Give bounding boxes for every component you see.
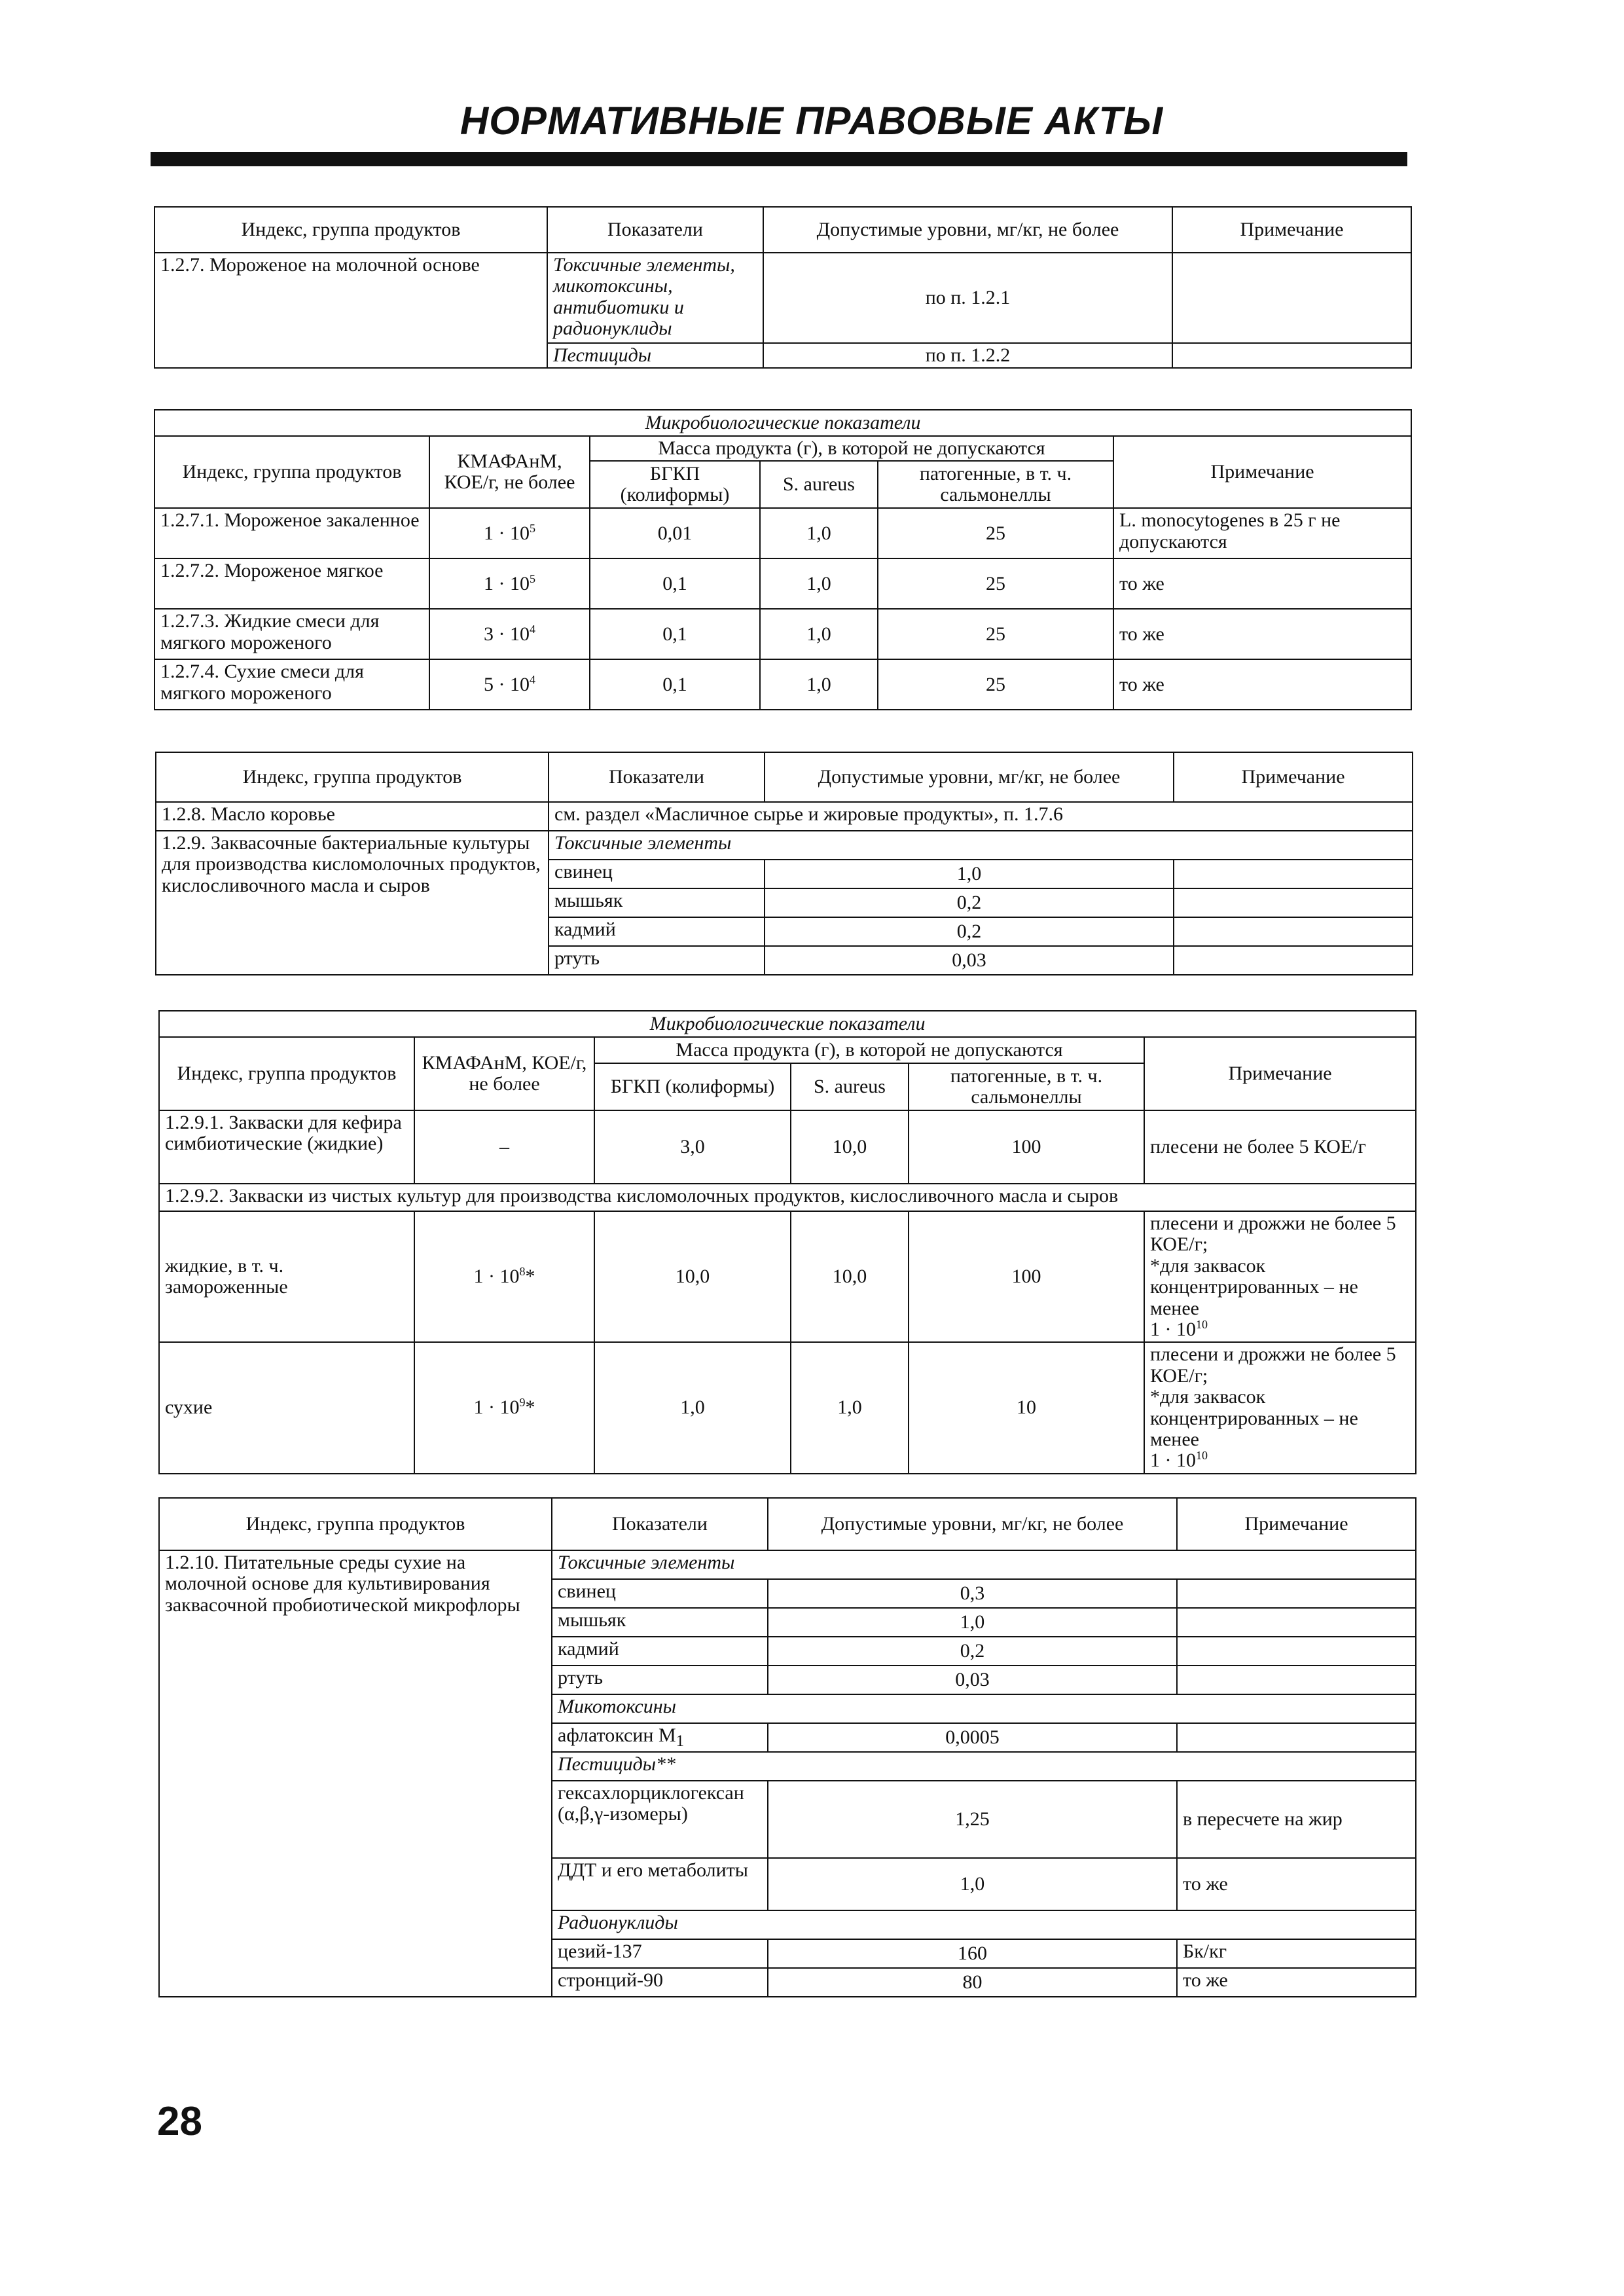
- bgkp-cell: 0,1: [590, 659, 760, 710]
- note-cell: [1174, 917, 1413, 946]
- kmafanm-cell: $3 \cdot 10^4$: [429, 609, 590, 659]
- table-row: [159, 1110, 1416, 1184]
- col-header-bgkp: БГКП (колиформы): [590, 461, 760, 508]
- col-header-note: Примечание: [1177, 1498, 1416, 1550]
- note-cell: плесени и дрожжи не более 5 КОЕ/г; *для заквасок концентрированных – не менее $1 \cdot 10^{10}$: [1144, 1342, 1416, 1473]
- note-cell: плесени не более 5 КОЕ/г: [1144, 1110, 1416, 1184]
- note-cell: то же: [1177, 1968, 1416, 1997]
- saureus-cell: 1,0: [791, 1342, 909, 1473]
- col-header-mass: Масса продукта (г), в которой не допускаются: [590, 436, 1113, 461]
- pathogen-cell: 10: [909, 1342, 1144, 1473]
- col-header-note: Примечание: [1144, 1037, 1416, 1110]
- level-cell: по п. 1.2.1: [763, 253, 1172, 343]
- note-cell: то же: [1113, 659, 1411, 710]
- note-cell: плесени и дрожжи не более 5 КОЕ/г; *для заквасок концентрированных – не менее $1 \cdot 10^{10}$: [1144, 1211, 1416, 1342]
- bgkp-cell: 0,01: [590, 508, 760, 558]
- level-cell: 0,3: [768, 1579, 1177, 1608]
- bgkp-cell: 0,1: [590, 609, 760, 659]
- page-number: 28: [157, 2099, 202, 2144]
- kmafanm-cell: $1 \cdot 10^5$: [429, 558, 590, 609]
- subgroup-title: Микотоксины: [552, 1694, 1416, 1723]
- col-header-indicators: Показатели: [549, 752, 765, 802]
- subgroup-title: Пестициды**: [552, 1752, 1416, 1781]
- subgroup-title: Токсичные элементы: [549, 831, 1413, 860]
- table-row: [154, 609, 1411, 659]
- product-index-cell: жидкие, в т. ч. замороженные: [159, 1211, 414, 1342]
- bgkp-cell: 10,0: [594, 1211, 791, 1342]
- level-cell: 0,2: [768, 1637, 1177, 1666]
- indicator-cell: свинец: [549, 860, 765, 888]
- col-header-pathogen: патогенные, в т. ч. сальмонеллы: [878, 461, 1113, 508]
- indicator-cell: ртуть: [549, 946, 765, 975]
- product-index-cell: 1.2.7. Мороженое на молочной основе: [154, 253, 547, 368]
- saureus-cell: 1,0: [760, 558, 878, 609]
- bgkp-cell: 1,0: [594, 1342, 791, 1473]
- pathogen-cell: 25: [878, 659, 1113, 710]
- table-row: [154, 508, 1411, 558]
- note-cell: Бк/кг: [1177, 1939, 1416, 1968]
- note-cell: в пересчете на жир: [1177, 1781, 1416, 1858]
- table-starters-micro: [158, 1010, 1416, 1474]
- indicator-cell: цезий-137: [552, 1939, 768, 1968]
- col-header-bgkp: БГКП (колиформы): [594, 1063, 791, 1110]
- col-header-kmafanm: КМАФАнМ, КОЕ/г, не более: [429, 436, 590, 508]
- col-header-index: Индекс, группа продуктов: [159, 1037, 414, 1110]
- col-header-index: Индекс, группа продуктов: [156, 752, 549, 802]
- saureus-cell: 10,0: [791, 1110, 909, 1184]
- saureus-cell: 1,0: [760, 609, 878, 659]
- kmafanm-cell: $5 \cdot 10^4$: [429, 659, 590, 710]
- note-cell: [1172, 343, 1411, 368]
- level-cell: 1,0: [765, 860, 1174, 888]
- col-header-levels: Допустимые уровни, мг/кг, не более: [765, 752, 1174, 802]
- col-header-index: Индекс, группа продуктов: [154, 207, 547, 253]
- col-header-index: Индекс, группа продуктов: [159, 1498, 552, 1550]
- pathogen-cell: 100: [909, 1110, 1144, 1184]
- indicator-cell: мышьяк: [552, 1608, 768, 1637]
- col-header-levels: Допустимые уровни, мг/кг, не более: [768, 1498, 1177, 1550]
- note-cell: L. monocytogenes в 25 г не допускаются: [1113, 508, 1411, 558]
- note-cell: то же: [1113, 609, 1411, 659]
- table-row: [159, 1211, 1416, 1342]
- table-butter-cultures: [155, 752, 1413, 975]
- indicator-cell: мышьяк: [549, 888, 765, 917]
- indicator-cell: гексахлорциклогексан (α,β,γ-изомеры): [552, 1781, 768, 1858]
- indicator-cell: стронций-90: [552, 1968, 768, 1997]
- group-title: Микробиологические показатели: [154, 410, 1411, 436]
- saureus-cell: 10,0: [791, 1211, 909, 1342]
- note-cell: [1177, 1666, 1416, 1694]
- col-header-note: Примечание: [1172, 207, 1411, 253]
- table-row: [154, 558, 1411, 609]
- bgkp-cell: 3,0: [594, 1110, 791, 1184]
- product-index-cell: 1.2.7.3. Жидкие смеси для мягкого мороженого: [154, 609, 429, 659]
- kmafanm-cell: –: [414, 1110, 594, 1184]
- level-cell: 0,2: [765, 917, 1174, 946]
- product-index-cell: 1.2.9.1. Закваски для кефира симбиотические (жидкие): [159, 1110, 414, 1184]
- col-header-note: Примечание: [1113, 436, 1411, 508]
- pathogen-cell: 25: [878, 609, 1113, 659]
- product-index-cell: 1.2.9. Заквасочные бактериальные культуры для производства кисломолочных продуктов, кислосливочного масла и сыров: [156, 831, 549, 975]
- level-cell: 1,25: [768, 1781, 1177, 1858]
- note-cell: то же: [1177, 1858, 1416, 1910]
- level-cell: 0,0005: [768, 1723, 1177, 1752]
- subgroup-title: Радионуклиды: [552, 1910, 1416, 1939]
- level-cell: 1,0: [768, 1858, 1177, 1910]
- reference-cell: см. раздел «Масличное сырье и жировые продукты», п. 1.7.6: [549, 802, 1413, 831]
- product-index-cell: 1.2.7.1. Мороженое закаленное: [154, 508, 429, 558]
- product-index-cell: 1.2.7.2. Мороженое мягкое: [154, 558, 429, 609]
- table-icecream-general: [154, 206, 1412, 369]
- col-header-mass: Масса продукта (г), в которой не допускаются: [594, 1037, 1144, 1063]
- indicator-cell: ДДТ и его метаболиты: [552, 1858, 768, 1910]
- level-cell: 0,2: [765, 888, 1174, 917]
- col-header-index: Индекс, группа продуктов: [154, 436, 429, 508]
- note-cell: [1174, 888, 1413, 917]
- kmafanm-cell: $1 \cdot 10^9*$: [414, 1342, 594, 1473]
- kmafanm-cell: $1 \cdot 10^5$: [429, 508, 590, 558]
- bgkp-cell: 0,1: [590, 558, 760, 609]
- level-cell: 0,03: [765, 946, 1174, 975]
- note-cell: [1177, 1579, 1416, 1608]
- indicator-cell: кадмий: [552, 1637, 768, 1666]
- kmafanm-cell: $1 \cdot 10^8*$: [414, 1211, 594, 1342]
- col-header-saureus: S. aureus: [760, 461, 878, 508]
- table-nutrient-media: [158, 1497, 1416, 1997]
- indicator-cell: ртуть: [552, 1666, 768, 1694]
- col-header-kmafanm: КМАФАнМ, КОЕ/г, не более: [414, 1037, 594, 1110]
- indicator-cell: Токсичные элементы, микотоксины, антибиотики и радионуклиды: [547, 253, 763, 343]
- saureus-cell: 1,0: [760, 508, 878, 558]
- subgroup-title: Токсичные элементы: [552, 1550, 1416, 1579]
- indicator-cell: свинец: [552, 1579, 768, 1608]
- product-index-cell: сухие: [159, 1342, 414, 1473]
- indicator-cell: Пестициды: [547, 343, 763, 368]
- col-header-note: Примечание: [1174, 752, 1413, 802]
- col-header-levels: Допустимые уровни, мг/кг, не более: [763, 207, 1172, 253]
- product-index-cell: 1.2.7.4. Сухие смеси для мягкого мороженого: [154, 659, 429, 710]
- saureus-cell: 1,0: [760, 659, 878, 710]
- page-header-title: НОРМАТИВНЫЕ ПРАВОВЫЕ АКТЫ: [460, 99, 1164, 143]
- level-cell: 160: [768, 1939, 1177, 1968]
- note-cell: [1177, 1637, 1416, 1666]
- level-cell: 0,03: [768, 1666, 1177, 1694]
- pathogen-cell: 25: [878, 558, 1113, 609]
- header-rule: [151, 152, 1407, 166]
- col-header-pathogen: патогенные, в т. ч. сальмонеллы: [909, 1063, 1144, 1110]
- level-cell: 80: [768, 1968, 1177, 1997]
- indicator-cell: афлатоксин $M_1$: [552, 1723, 768, 1752]
- product-index-cell: 1.2.8. Масло коровье: [156, 802, 549, 831]
- col-header-indicators: Показатели: [547, 207, 763, 253]
- table-row: [154, 659, 1411, 710]
- table-row: [159, 1342, 1416, 1473]
- subgroup-title: 1.2.9.2. Закваски из чистых культур для производства кисломолочных продуктов, кислосливочного масла и сыров: [159, 1184, 1416, 1211]
- note-cell: то же: [1113, 558, 1411, 609]
- indicator-cell: кадмий: [549, 917, 765, 946]
- pathogen-cell: 100: [909, 1211, 1144, 1342]
- col-header-saureus: S. aureus: [791, 1063, 909, 1110]
- level-cell: 1,0: [768, 1608, 1177, 1637]
- col-header-indicators: Показатели: [552, 1498, 768, 1550]
- pathogen-cell: 25: [878, 508, 1113, 558]
- group-title: Микробиологические показатели: [159, 1011, 1416, 1037]
- note-cell: [1172, 253, 1411, 343]
- note-cell: [1177, 1723, 1416, 1752]
- table-icecream-micro: [154, 409, 1412, 710]
- note-cell: [1177, 1608, 1416, 1637]
- level-cell: по п. 1.2.2: [763, 343, 1172, 368]
- note-cell: [1174, 860, 1413, 888]
- product-index-cell: 1.2.10. Питательные среды сухие на молочной основе для культивирования заквасочной пробиотической микрофлоры: [159, 1550, 552, 1997]
- note-cell: [1174, 946, 1413, 975]
